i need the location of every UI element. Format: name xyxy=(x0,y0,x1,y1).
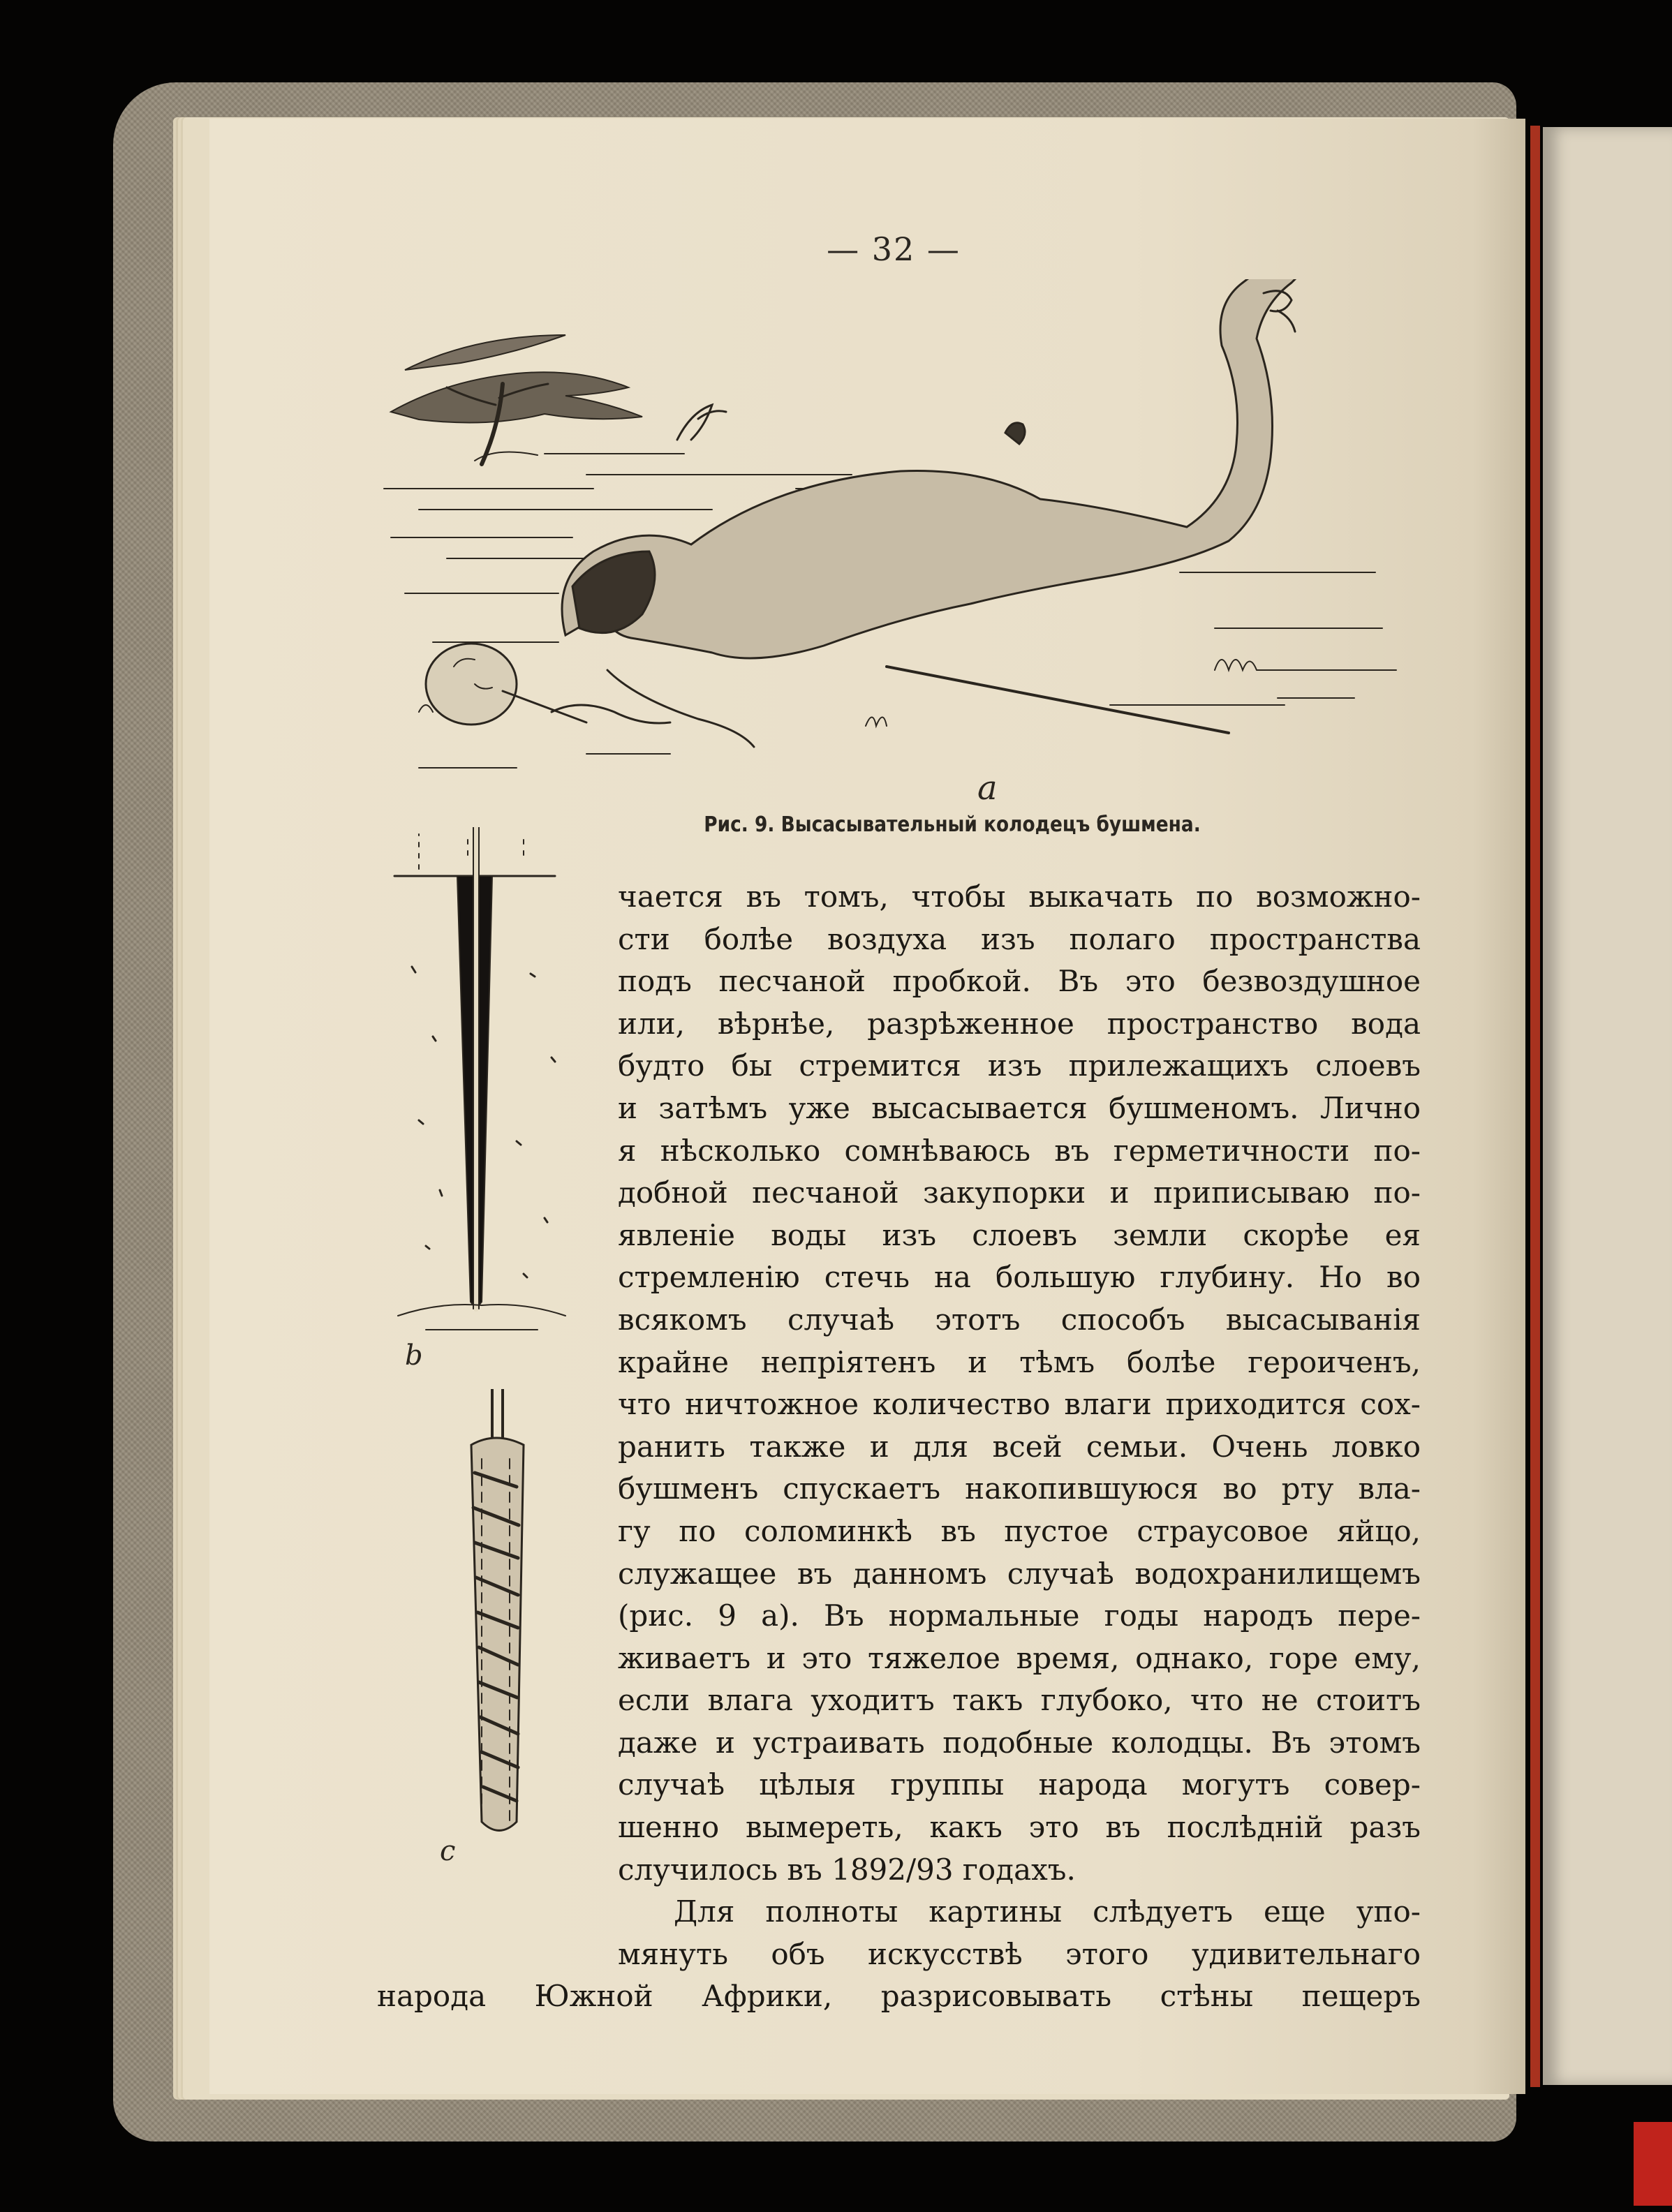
text-line: даже и устраивать подобные колодцы. Въ этомъ xyxy=(618,1725,1421,1760)
text-line: Для полноты картины слѣдуетъ еще упо- xyxy=(674,1894,1421,1929)
text-line: гу по соломинкѣ въ пустое страусовое яйцо, xyxy=(618,1513,1421,1548)
figure-b-label: b xyxy=(405,1339,423,1372)
facing-page xyxy=(1543,127,1672,2085)
text-line: и затѣмъ уже высасывается бушменомъ. Лично xyxy=(618,1090,1421,1125)
text-line: служащее въ данномъ случаѣ водохранилищемъ xyxy=(618,1556,1421,1591)
text-line: я нѣсколько сомнѣваюсь въ герметичности по- xyxy=(618,1133,1421,1168)
text-line: случилось въ 1892/93 годахъ. xyxy=(618,1852,1076,1887)
right-page-edge xyxy=(1530,126,1540,2087)
text-line: мянуть объ искусствѣ этого удивительнаго xyxy=(618,1936,1421,1971)
text-line: добной песчаной закупорки и приписываю по- xyxy=(618,1175,1421,1210)
text-line: народа Южной Африки, разрисовывать стѣны пещеръ xyxy=(377,1979,1421,2014)
text-line: стремленію стечь на большую глубину. Но во xyxy=(618,1260,1421,1295)
text-line: шенно вымереть, какъ это въ послѣдній разъ xyxy=(618,1810,1421,1845)
text-line: что ничтожное количество влаги приходится сох- xyxy=(618,1387,1421,1422)
figure-c-illustration xyxy=(433,1389,558,1864)
text-line: или, вѣрнѣе, разрѣженное пространство вода xyxy=(618,1006,1421,1041)
text-line: (рис. 9 а). Въ нормальные годы народъ пере- xyxy=(618,1598,1421,1633)
text-line: чается въ томъ, чтобы выкачать по возможно- xyxy=(618,879,1421,914)
figure-a-illustration xyxy=(377,279,1417,803)
text-line: всякомъ случаѣ этотъ способъ высасыванія xyxy=(618,1302,1421,1337)
text-line: явленіе воды изъ слоевъ земли скорѣе ея xyxy=(618,1217,1421,1252)
text-line: будто бы стремится изъ прилежащихъ слоевъ xyxy=(618,1048,1421,1083)
text-line: бушменъ спускаетъ накопившуюся во рту вла- xyxy=(618,1471,1421,1506)
figure-c-label: c xyxy=(440,1835,456,1864)
text-line: живаетъ и это тяжелое время, однако, горе ему, xyxy=(618,1640,1421,1675)
text-line: крайне непріятенъ и тѣмъ болѣе героиченъ, xyxy=(618,1344,1421,1379)
text-line: если влага уходитъ такъ глубоко, что не стоитъ xyxy=(618,1683,1421,1718)
figure-a-label: a xyxy=(977,769,998,803)
figure-caption: Рис. 9. Высасывательный колодецъ бушмена. xyxy=(704,812,1201,837)
figure-b-illustration xyxy=(391,827,579,1372)
text-line: случаѣ цѣлыя группы народа могутъ совер- xyxy=(618,1767,1421,1802)
text-line: подъ песчаной пробкой. Въ это безвоздушное xyxy=(618,964,1421,999)
body-text xyxy=(377,876,1421,2018)
ribbon-bookmark xyxy=(1634,2122,1672,2206)
text-line: сти болѣе воздуха изъ полаго пространства xyxy=(618,921,1421,956)
text-line: ранить также и для всей семьи. Очень ловко xyxy=(618,1429,1421,1464)
page-number: — 32 — xyxy=(827,230,961,268)
